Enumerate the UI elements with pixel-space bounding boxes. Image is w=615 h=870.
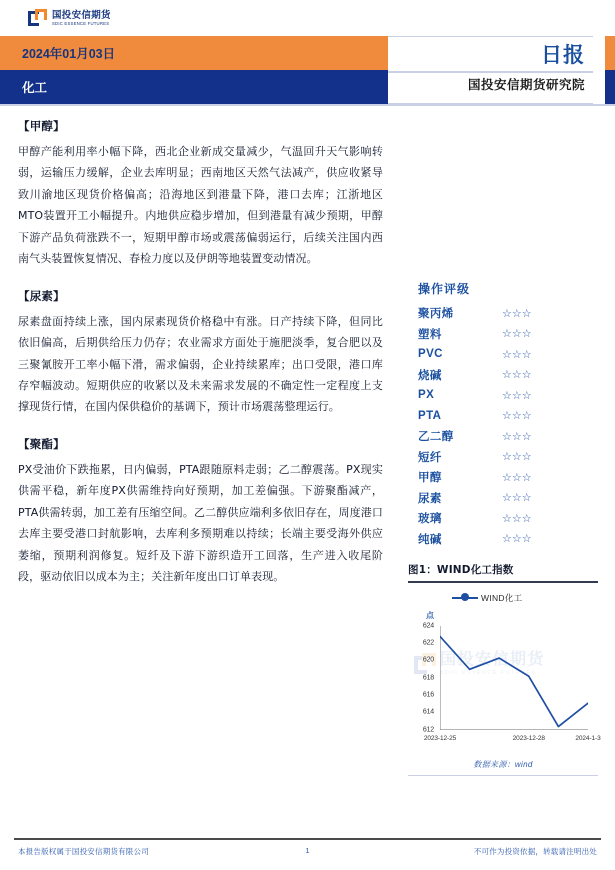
chart-line xyxy=(440,636,588,726)
rating-row xyxy=(408,385,598,406)
company-logo-icon xyxy=(28,9,47,28)
section-title: 【甲醇】 xyxy=(18,119,65,133)
rating-row xyxy=(408,467,598,488)
rating-stars-icon: ☆☆☆ xyxy=(502,430,532,443)
brand-logo xyxy=(28,9,111,28)
rating-product-name: 玻璃 xyxy=(418,513,442,526)
chart-bottom-rule xyxy=(408,775,598,777)
commentary-column xyxy=(18,118,383,605)
rating-stars-icon: ☆☆☆ xyxy=(502,451,532,464)
y-axis-tick-label: 616 xyxy=(422,691,434,699)
chart-source: 数据来源：wind xyxy=(473,759,533,769)
header-divider xyxy=(388,71,593,73)
rating-stars-icon: ☆☆☆ xyxy=(502,533,532,546)
header-orange-tab xyxy=(605,36,615,70)
brand-name-en: SDIC ESSENCE FUTURES xyxy=(52,20,110,26)
legend-marker-icon xyxy=(452,597,478,599)
ratings-panel xyxy=(408,280,598,549)
rating-product-name: 烧碱 xyxy=(418,369,442,382)
rating-row xyxy=(408,508,598,529)
rating-product-name: PX xyxy=(418,389,435,402)
footer-disclaimer: 不可作为投资依据，转载请注明出处 xyxy=(473,846,597,856)
chart-axes xyxy=(440,626,588,730)
section-title: 【聚酯】 xyxy=(18,436,65,451)
chart-title: 图1：WIND化工指数 xyxy=(408,564,514,576)
report-date: 2024年01月03日 xyxy=(22,47,116,61)
y-axis-tick-label: 618 xyxy=(422,674,434,682)
chart-series xyxy=(440,636,588,726)
section-title: 【尿素】 xyxy=(18,288,65,303)
header-logo-row xyxy=(0,0,615,36)
document-type: 日报 xyxy=(541,44,585,67)
rating-stars-icon: ☆☆☆ xyxy=(502,471,532,484)
rating-product-name: 甲醇 xyxy=(418,472,442,485)
x-axis-tick-label: 2023-12-28 xyxy=(512,734,545,742)
section-urea xyxy=(18,288,383,418)
rating-product-name: PTA xyxy=(418,409,442,422)
watermark-text-cn: 国投安信期货 xyxy=(440,650,546,668)
chart-plot-area xyxy=(440,626,588,730)
y-axis-tick-label: 622 xyxy=(422,639,434,647)
y-axis-tick-label: 624 xyxy=(422,622,434,630)
rating-row xyxy=(408,488,598,509)
footer-page-number: 1 xyxy=(305,845,310,855)
rating-row xyxy=(408,426,598,447)
rating-stars-icon: ☆☆☆ xyxy=(502,328,532,341)
x-axis-tick-label: 2023-12-25 xyxy=(423,734,457,742)
rating-stars-icon: ☆☆☆ xyxy=(502,389,532,402)
rating-row xyxy=(408,303,598,324)
rating-stars-icon: ☆☆☆ xyxy=(502,369,532,382)
rating-product-name: 短纤 xyxy=(418,451,442,464)
y-axis-tick-label: 614 xyxy=(422,708,434,716)
chart-svg xyxy=(440,626,588,730)
department-name: 国投安信期货研究院 xyxy=(467,78,585,92)
rating-row xyxy=(408,344,598,365)
rating-product-name: 聚丙烯 xyxy=(418,308,454,321)
section-body: PX受油价下跌拖累，日内偏弱，PTA跟随原料走弱；乙二醇震荡。PX现实供需平稳，新年度PX供需维持向好预期，加工差偏强。下游聚酯减产，PTA供需转弱，加工差有压缩空间。乙二醇供应端利多依旧存在，周度港口去库主要受港口封航影响，去库利多预期难以持续；长端主要受海外供应萎缩，预期利润修复。短纤及下游下游织造开工回落，生产进入收尾阶段，驱动依旧以成本为主；关注新年度出口订单表现。 xyxy=(18,462,383,583)
rating-product-name: 塑料 xyxy=(418,328,442,341)
rating-row xyxy=(408,365,598,386)
section-polyester xyxy=(18,436,383,588)
rating-row xyxy=(408,529,598,550)
y-axis-tick-label: 612 xyxy=(422,726,434,734)
footer-copyright: 本报告版权属于国投安信期货有限公司 xyxy=(18,846,149,856)
chart-title-rule xyxy=(408,581,598,583)
rating-stars-icon: ☆☆☆ xyxy=(502,410,532,423)
section-methanol xyxy=(18,118,383,270)
header-navy-tab xyxy=(605,70,615,104)
rating-row xyxy=(408,406,598,427)
section-body: 尿素盘面持续上涨，国内尿素现货价格稳中有涨。日产持续下降，但同比依旧偏高，后期供给压力仍存；农业需求方面处于施肥淡季，复合肥以及三聚氰胺开工率小幅下滑，需求偏弱，企业持续累库；出口受限，港口库存窄幅波动。短期供应的收紧以及未来需求发展的不确定性一定程度上支撑现货行情，在国内保供稳价的基调下，预计市场震荡整理运行。 xyxy=(18,314,383,414)
chart-legend xyxy=(452,592,522,604)
report-sector: 化工 xyxy=(22,81,48,95)
brand-logo-text xyxy=(52,11,111,26)
rating-stars-icon: ☆☆☆ xyxy=(502,492,532,505)
rating-product-name: 纯碱 xyxy=(418,533,442,546)
wind-chemical-index-chart xyxy=(408,590,601,755)
rating-stars-icon: ☆☆☆ xyxy=(502,348,532,361)
y-axis-tick-label: 620 xyxy=(422,656,434,664)
rating-stars-icon: ☆☆☆ xyxy=(502,307,532,320)
ratings-list xyxy=(408,303,598,549)
section-body: 甲醇产能利用率小幅下降，西北企业新成交量减少，气温回升天气影响转弱，运输压力缓解，企业去库明显；西南地区天然气法减产，供应收紧导致川渝地区现货价格偏高；沿海地区到港量下降，港口去库；江浙地区MTO装置开工小幅提升。内地供应稳步增加，但到港量有减少预期，甲醇下游产品负荷涨跌不一，短期甲醇市场或震荡偏弱运行，后续关注国内西南气头装置恢复情况、春检力度以及伊朗等地装置变动情况。 xyxy=(18,145,383,266)
header-right-panel xyxy=(388,36,615,104)
rating-row xyxy=(408,324,598,345)
rating-product-name: 尿素 xyxy=(418,492,442,505)
rating-stars-icon: ☆☆☆ xyxy=(502,512,532,525)
rating-product-name: 乙二醇 xyxy=(418,431,454,444)
watermark-text-en: SDIC ESSENCE FUTURES xyxy=(440,669,537,676)
chart-card xyxy=(408,562,601,776)
y-axis-unit-label: 点 xyxy=(426,610,434,620)
rating-row xyxy=(408,447,598,468)
ratings-title: 操作评级 xyxy=(418,282,471,296)
page-footer xyxy=(0,838,615,862)
x-axis-tick-label: 2024-1-3 xyxy=(575,734,601,742)
brand-name-cn: 国投安信期货 xyxy=(52,9,111,21)
legend-label: WIND化工 xyxy=(481,592,523,603)
header-bars xyxy=(0,36,615,104)
rating-product-name: PVC xyxy=(418,348,443,361)
page-content xyxy=(0,104,615,769)
